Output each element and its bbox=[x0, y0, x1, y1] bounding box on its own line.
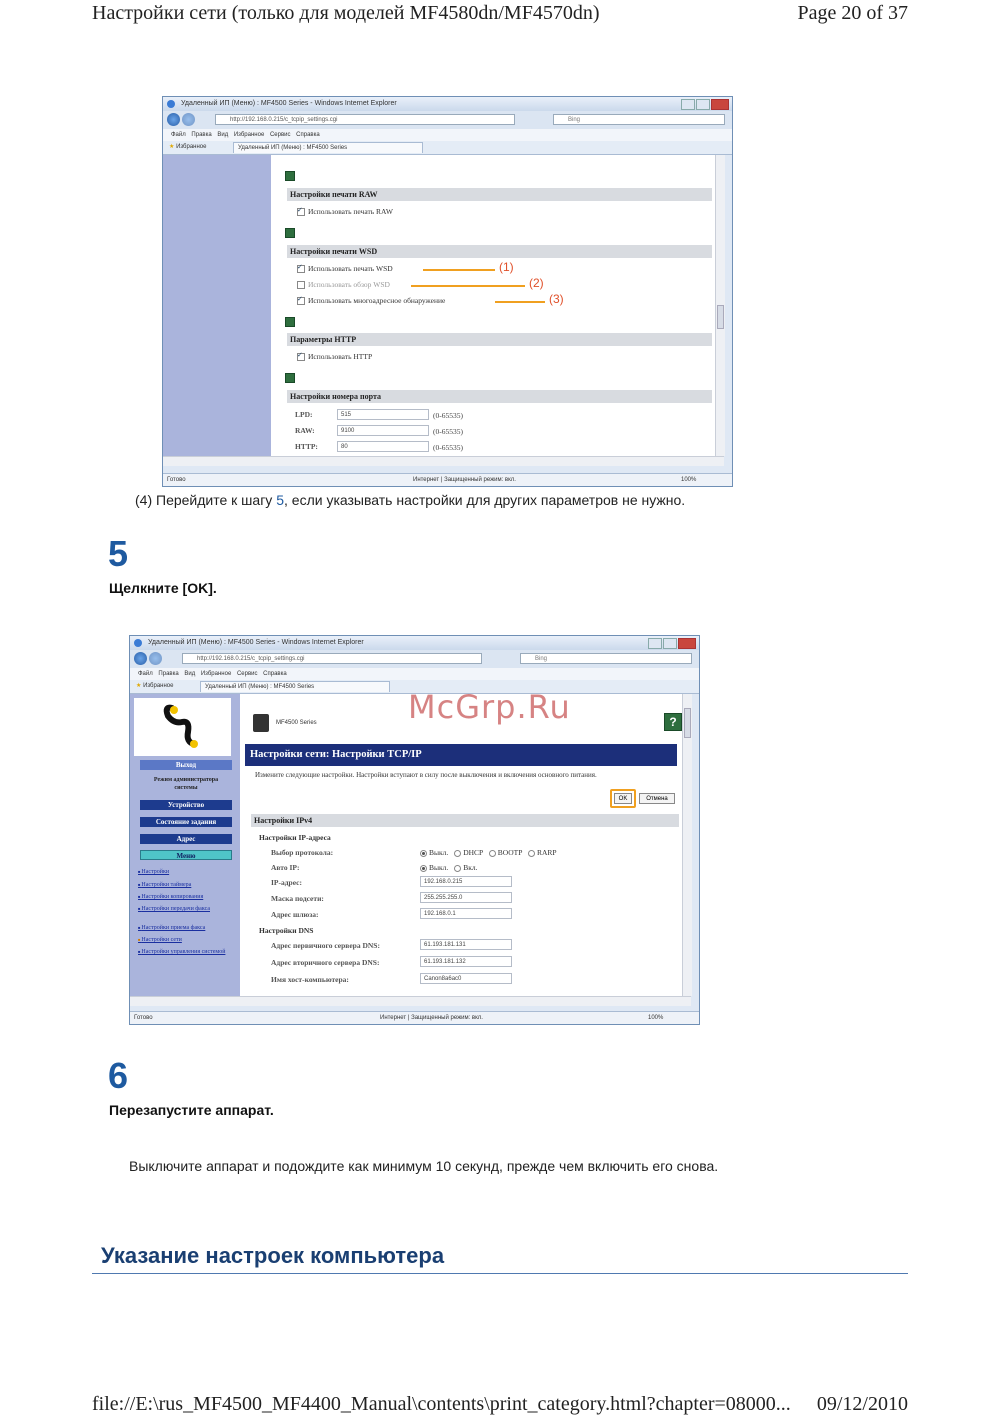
protocol-options[interactable] bbox=[416, 848, 557, 857]
window-controls bbox=[648, 638, 696, 649]
ip-address-input[interactable]: 192.168.0.215 bbox=[420, 876, 512, 887]
callout-2: (2) bbox=[529, 276, 544, 290]
host-name-input[interactable]: Canon8a6ac0 bbox=[420, 973, 512, 984]
favorites-star-icon[interactable]: ★ bbox=[169, 144, 175, 150]
nav-link-network[interactable]: ■ Настройки сети bbox=[138, 936, 233, 944]
section-icon bbox=[285, 373, 295, 383]
window-title: Удаленный ИП (Меню) : MF4500 Series - Windows Internet Explorer bbox=[181, 100, 397, 107]
http-checkbox[interactable] bbox=[297, 353, 305, 361]
canon-logo bbox=[134, 698, 231, 756]
back-icon[interactable] bbox=[134, 652, 147, 665]
dns1-label: Адрес первичного сервера DNS: bbox=[271, 941, 380, 950]
minimize-icon[interactable] bbox=[681, 99, 695, 110]
menu-bar[interactable]: Файл Правка Вид Избранное Сервис Справка bbox=[130, 668, 699, 680]
nav-address[interactable]: Адрес bbox=[140, 834, 232, 844]
step-number-6: 6 bbox=[108, 1055, 129, 1096]
http-port-input[interactable]: 80 bbox=[337, 441, 429, 452]
notice-text: Измените следующие настройки. Настройки вступают в силу после выключения и включения основного питания. bbox=[255, 771, 597, 779]
favorites-star-icon[interactable]: ★ bbox=[136, 683, 142, 689]
address-bar bbox=[163, 111, 732, 129]
section-icon bbox=[285, 171, 295, 181]
close-icon[interactable] bbox=[711, 99, 729, 110]
step4-note bbox=[135, 492, 685, 508]
step5-title: Щелкните [OK]. bbox=[109, 580, 217, 596]
gateway-input[interactable]: 192.168.0.1 bbox=[420, 908, 512, 919]
window-titlebar bbox=[163, 97, 732, 111]
autoip-options[interactable] bbox=[416, 863, 477, 872]
autoip-off-radio[interactable] bbox=[420, 865, 427, 872]
lpd-port-input[interactable]: 515 bbox=[337, 409, 429, 420]
ip-label: IP-адрес: bbox=[271, 878, 302, 887]
page-header-title: Настройки сети (только для моделей MF4580dn/MF4570dn) bbox=[92, 2, 600, 24]
host-label: Имя хост-компьютера: bbox=[271, 975, 349, 984]
protocol-label: Выбор протокола: bbox=[271, 848, 334, 857]
lpd-label: LPD: bbox=[295, 410, 313, 419]
nav-link-settings[interactable]: ■ Настройки bbox=[138, 868, 233, 876]
raw-section-header: Настройки печати RAW bbox=[287, 188, 712, 201]
back-icon[interactable] bbox=[167, 113, 180, 126]
proto-bootp-label: BOOTP bbox=[497, 848, 523, 857]
window-title: Удаленный ИП (Меню) : MF4500 Series - Windows Internet Explorer bbox=[148, 639, 364, 646]
wsd-print-label: Использовать печать WSD bbox=[308, 264, 393, 273]
section-icon bbox=[285, 228, 295, 238]
menu-bar[interactable]: Файл Правка Вид Избранное Сервис Справка bbox=[163, 129, 732, 141]
autoip-off-label: Выкл. bbox=[429, 863, 449, 872]
admin-mode-label: Режим администратора системы bbox=[153, 777, 219, 791]
status-ready: Готово bbox=[134, 1015, 153, 1021]
forward-icon[interactable] bbox=[149, 652, 162, 665]
wsd-print-checkbox[interactable] bbox=[297, 265, 305, 273]
left-nav-panel bbox=[163, 155, 271, 456]
wsd-browse-option[interactable] bbox=[297, 280, 390, 289]
proto-dhcp-label: DHCP bbox=[463, 848, 483, 857]
proto-bootp-radio[interactable] bbox=[489, 850, 496, 857]
left-nav-panel bbox=[130, 694, 240, 996]
proto-rarp-radio[interactable] bbox=[528, 850, 535, 857]
vertical-scrollbar[interactable] bbox=[715, 155, 725, 456]
lpd-range: (0-65535) bbox=[433, 411, 463, 420]
dns1-input[interactable]: 61.193.181.131 bbox=[420, 939, 512, 950]
step-number-5: 5 bbox=[108, 533, 129, 574]
port-section-header: Настройки номера порта bbox=[287, 390, 712, 403]
dns2-label: Адрес вторичного сервера DNS: bbox=[271, 958, 380, 967]
favorites-label[interactable]: Избранное bbox=[176, 144, 207, 150]
raw-range: (0-65535) bbox=[433, 427, 463, 436]
step4-note-suffix: , если указывать настройки для других параметров не нужно. bbox=[284, 492, 686, 508]
help-icon[interactable]: ? bbox=[664, 713, 682, 731]
http-section-header: Параметры HTTP bbox=[287, 333, 712, 346]
nav-menu[interactable]: Меню bbox=[140, 850, 232, 860]
multicast-label: Использовать многоадресное обнаружение bbox=[308, 296, 446, 305]
browser-tab[interactable]: Удаленный ИП (Меню) : MF4500 Series bbox=[233, 142, 423, 153]
ie-icon bbox=[134, 639, 142, 647]
autoip-on-radio[interactable] bbox=[454, 865, 461, 872]
dns-settings-head: Настройки DNS bbox=[259, 926, 314, 935]
raw-option[interactable] bbox=[297, 207, 393, 216]
status-ready: Готово bbox=[167, 477, 186, 483]
callout-line bbox=[411, 285, 525, 287]
ie-icon bbox=[167, 100, 175, 108]
close-icon[interactable] bbox=[678, 638, 696, 649]
logout-button[interactable]: Выход bbox=[140, 760, 232, 770]
address-bar bbox=[130, 650, 699, 668]
product-name: MF4500 Series bbox=[276, 720, 317, 726]
http-label: HTTP: bbox=[295, 442, 318, 451]
page-content bbox=[271, 155, 715, 456]
callout-line bbox=[495, 301, 545, 303]
zoom-level[interactable]: 100% bbox=[681, 477, 697, 483]
callout-1: (1) bbox=[499, 260, 514, 274]
proto-off-radio[interactable] bbox=[420, 850, 427, 857]
gateway-label: Адрес шлюза: bbox=[271, 910, 319, 919]
callout-3: (3) bbox=[549, 292, 564, 306]
step6-body: Выключите аппарат и подождите как минимум 10 секунд, прежде чем включить его снова. bbox=[129, 1158, 719, 1174]
favorites-label[interactable]: Избранное bbox=[143, 683, 174, 689]
status-bar bbox=[130, 1011, 699, 1024]
status-zone: Интернет | Защищенный режим: вкл. bbox=[380, 1015, 483, 1021]
http-range: (0-65535) bbox=[433, 443, 463, 452]
proto-off-label: Выкл. bbox=[429, 848, 449, 857]
subnet-mask-input[interactable]: 255.255.255.0 bbox=[420, 892, 512, 903]
vertical-scrollbar[interactable] bbox=[682, 694, 692, 996]
horizontal-scrollbar[interactable] bbox=[163, 456, 724, 466]
status-zone: Интернет | Защищенный режим: вкл. bbox=[413, 477, 516, 483]
favorites-bar bbox=[163, 141, 732, 155]
proto-dhcp-radio[interactable] bbox=[454, 850, 461, 857]
http-option[interactable] bbox=[297, 352, 372, 361]
step5-link[interactable]: 5 bbox=[276, 492, 284, 508]
step6-title: Перезапустите аппарат. bbox=[109, 1102, 274, 1118]
browser-screenshot-1 bbox=[162, 96, 733, 487]
proto-rarp-label: RARP bbox=[536, 848, 557, 857]
search-input[interactable]: Bing bbox=[553, 114, 725, 125]
http-option-label: Использовать HTTP bbox=[308, 352, 373, 361]
wsd-browse-label: Использовать обзор WSD bbox=[308, 280, 390, 289]
multicast-checkbox[interactable] bbox=[297, 297, 305, 305]
multicast-option[interactable] bbox=[297, 296, 445, 305]
url-input[interactable]: http://192.168.0.215/c_tcpip_settings.cgi bbox=[182, 653, 482, 664]
nav-link-fax-rx[interactable]: ■ Настройки приема факса bbox=[138, 924, 233, 932]
remote-ui-logo-icon bbox=[134, 698, 231, 756]
raw-option-label: Использовать печать RAW bbox=[308, 207, 393, 216]
page-number: Page 20 of 37 bbox=[797, 2, 908, 24]
horizontal-scrollbar[interactable] bbox=[130, 996, 691, 1006]
nav-link-fax-tx[interactable]: ■ Настройки передачи факса bbox=[138, 905, 233, 913]
nav-device[interactable]: Устройство bbox=[140, 800, 232, 810]
window-titlebar bbox=[130, 636, 699, 650]
maximize-icon[interactable] bbox=[663, 638, 677, 649]
raw-port-input[interactable]: 9100 bbox=[337, 425, 429, 436]
callout-line bbox=[423, 269, 495, 271]
raw-checkbox[interactable] bbox=[297, 208, 305, 216]
step4-note-prefix: (4) Перейдите к шагу bbox=[135, 492, 277, 508]
ipv4-section-header: Настройки IPv4 bbox=[251, 814, 679, 827]
window-controls bbox=[681, 99, 729, 110]
watermark: McGrp.Ru bbox=[408, 688, 571, 726]
ip-address-settings-head: Настройки IP-адреса bbox=[259, 833, 331, 842]
zoom-level[interactable]: 100% bbox=[648, 1015, 664, 1021]
dns2-input[interactable]: 61.193.181.132 bbox=[420, 956, 512, 967]
autoip-on-label: Вкл. bbox=[463, 863, 478, 872]
nav-job-status[interactable]: Состояние задания bbox=[140, 817, 232, 827]
section-icon bbox=[285, 317, 295, 327]
scroll-thumb[interactable] bbox=[684, 708, 691, 738]
browser-tab[interactable]: Удаленный ИП (Меню) : MF4500 Series bbox=[200, 681, 390, 692]
maximize-icon[interactable] bbox=[696, 99, 710, 110]
section-divider bbox=[92, 1273, 908, 1274]
page-content bbox=[240, 694, 682, 996]
page-title: Настройки сети: Настройки TCP/IP bbox=[245, 744, 677, 766]
mask-label: Маска подсети: bbox=[271, 894, 324, 903]
section-title: Указание настроек компьютера bbox=[101, 1243, 445, 1268]
ok-button[interactable]: OK bbox=[614, 793, 632, 804]
wsd-section-header: Настройки печати WSD bbox=[287, 245, 712, 258]
wsd-print-option[interactable] bbox=[297, 264, 393, 273]
scroll-thumb[interactable] bbox=[717, 305, 724, 329]
minimize-icon[interactable] bbox=[648, 638, 662, 649]
cancel-button[interactable]: Отмена bbox=[639, 793, 675, 804]
autoip-label: Авто IP: bbox=[271, 863, 300, 872]
nav-link-timer[interactable]: ■ Настройки таймера bbox=[138, 881, 233, 889]
forward-icon[interactable] bbox=[182, 113, 195, 126]
nav-link-system[interactable]: ■ Настройки управления системой bbox=[138, 948, 233, 956]
footer-path: file://E:\rus_MF4500_MF4400_Manual\contents\print_category.html?chapter=08000... bbox=[92, 1393, 791, 1415]
printer-icon bbox=[253, 714, 269, 732]
wsd-browse-checkbox[interactable] bbox=[297, 281, 305, 289]
status-bar bbox=[163, 473, 732, 486]
nav-link-copy[interactable]: ■ Настройки копирования bbox=[138, 893, 233, 901]
url-input[interactable]: http://192.168.0.215/c_tcpip_settings.cgi bbox=[215, 114, 515, 125]
search-input[interactable]: Bing bbox=[520, 653, 692, 664]
raw-label: RAW: bbox=[295, 426, 315, 435]
footer-date: 09/12/2010 bbox=[816, 1393, 908, 1415]
